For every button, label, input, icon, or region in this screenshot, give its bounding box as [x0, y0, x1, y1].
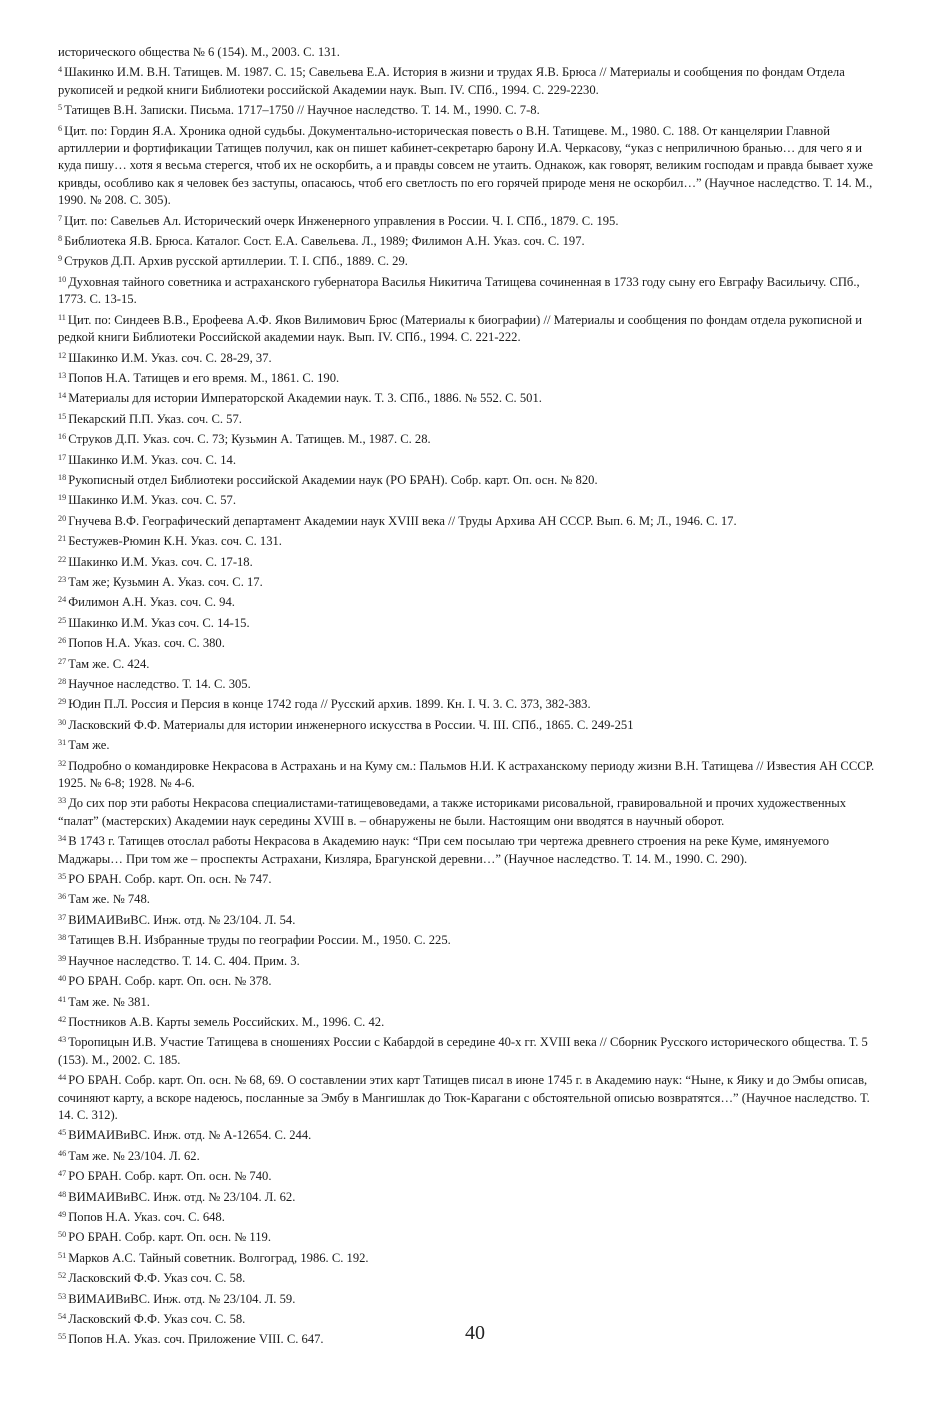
footnote-text: Там же. № 748. — [68, 892, 150, 907]
page-number: 40 — [465, 1322, 485, 1344]
footnote-number: 53 — [58, 1291, 67, 1301]
footnote-43 — [58, 1031, 878, 1069]
footnote-text: Юдин П.Л. Россия и Персия в конце 1742 года // Русский архив. 1899. Кн. I. Ч. 3. С. 373, 382-383. — [68, 697, 591, 712]
footnote-text: Шакинко И.М. Указ соч. С. 14-15. — [68, 615, 250, 630]
footnote-text: Научное наследство. Т. 14. С. 305. — [68, 677, 251, 691]
footnote-number: 27 — [58, 656, 67, 666]
footnote-9 — [58, 250, 878, 270]
footnote-number: 49 — [58, 1209, 67, 1219]
footnote-49 — [58, 1206, 878, 1226]
footnote-number: 42 — [58, 1014, 67, 1024]
footnote-number: 9 — [58, 254, 63, 264]
footnote-number: 54 — [58, 1312, 67, 1321]
footnote-number: 5 — [58, 103, 63, 113]
footnote-42 — [58, 1011, 878, 1031]
footnote-number: 24 — [58, 595, 67, 605]
footnote-45 — [58, 1124, 878, 1144]
footnote-text: Библиотека Я.В. Брюса. Каталог. Сост. Е.А. Савельева. Л., 1989; Филимон А.Н. Указ. соч. С. 197. — [64, 234, 585, 249]
footnote-text: Струков Д.П. Архив русской артиллерии. Т. I. СПб., 1889. С. 29. — [64, 254, 408, 269]
footnote-21 — [58, 530, 878, 550]
footnote-number: 31 — [58, 738, 67, 748]
footnote-14 — [58, 387, 878, 407]
footnote-number: 46 — [58, 1148, 67, 1158]
footnote-number: 34 — [58, 834, 67, 844]
footnote-13 — [58, 367, 878, 387]
footnote-10 — [58, 271, 878, 309]
footnote-30 — [58, 714, 878, 734]
footnote-26 — [58, 632, 878, 652]
footnote-40 — [58, 970, 878, 990]
footnote-number: 23 — [58, 574, 67, 584]
footnote-text: РО БРАН. Собр. карт. Оп. осн. № 740. — [68, 1169, 272, 1184]
footnote-41 — [58, 991, 878, 1011]
footnote-text: Ласковский Ф.Ф. Указ соч. С. 58. — [68, 1271, 246, 1286]
footnote-text: Цит. по: Гордин Я.А. Хроника одной судьбы. Документально-историческая повесть о В.Н. Татищеве. М., 1980. С. 188. От канцелярии Главной артиллерии и фортификации Татищев получил, как он пишет кабинет-секретарю барону И.А. Черкасову, “указ с неприличною бранью… для чего я и куда пишу… хотя я весьма стерегся, чтоб их не оскорбить, а и правды совсем не утаить. Однакож, как говорят, великим господам и правда бывает хуже кривды, особливо как я человек без заступы, опасаюсь, чтоб его светлость по его горячей природе меня не оскорбил…” (Научное наследство. Т. 14. М., 1990. № 208. С. 305). — [58, 123, 873, 208]
footnote-text: Попов Н.А. Указ. соч. Приложение VIII. С. 647. — [68, 1332, 324, 1347]
footnote-29 — [58, 693, 878, 713]
footnote-number: 32 — [58, 758, 67, 768]
footnote-text: Цит. по: Савельев Ал. Исторический очерк Инженерного управления в России. Ч. I. СПб., 1879. С. 195. — [64, 213, 619, 228]
footnote-text: Попов Н.А. Указ. соч. С. 380. — [68, 636, 225, 651]
footnote-number: 33 — [58, 796, 67, 806]
footnote-text: Научное наследство. Т. 14. С. 404. Прим. 3. — [68, 953, 300, 968]
footnote-text: ВИМАИВиВС. Инж. отд. № А-12654. С. 244. — [68, 1128, 312, 1143]
footnote-31 — [58, 734, 878, 754]
footnote-47 — [58, 1165, 878, 1185]
footnote-number: 15 — [58, 411, 67, 421]
footnote-46 — [58, 1145, 878, 1165]
footnote-number: 45 — [58, 1128, 67, 1138]
footnote-20 — [58, 510, 878, 530]
footnote-8 — [58, 230, 878, 250]
footnote-text: Бестужев-Рюмин К.Н. Указ. соч. С. 131. — [68, 534, 282, 549]
footnote-text: Постников А.В. Карты земель Российских. М., 1996. С. 42. — [68, 1014, 385, 1029]
footnote-number: 22 — [58, 554, 67, 564]
footnote-text: Духовная тайного советника и астраханского губернатора Василья Никитича Татищева сочиненная в 1733 году сыну его Евграфу Васильичу. СПб., 1773. С. 13-15. — [58, 274, 860, 307]
footnote-text: ВИМАИВиВС. Инж. отд. № 23/104. Л. 54. — [68, 912, 296, 927]
footnote-text: Там же; Кузьмин А. Указ. соч. С. 17. — [68, 574, 263, 589]
footnote-number: 50 — [58, 1230, 67, 1240]
footnote-16 — [58, 428, 878, 448]
footnote-text: Татищев В.Н. Избранные труды по географии России. М., 1950. С. 225. — [68, 933, 451, 948]
footnotes-page — [58, 44, 878, 1349]
footnote-50 — [58, 1226, 878, 1246]
footnote-number: 26 — [58, 636, 67, 646]
footnote-text: Шакинко И.М. Указ. соч. С. 14. — [68, 452, 236, 467]
footnote-52 — [58, 1267, 878, 1287]
footnote-number: 12 — [58, 350, 67, 360]
footnote-text: Там же. № 23/104. Л. 62. — [68, 1148, 200, 1163]
footnote-22 — [58, 551, 878, 571]
footnote-35 — [58, 868, 878, 888]
footnote-number: 41 — [58, 994, 67, 1004]
footnote-text: Рукописный отдел Библиотеки российской Академии наук (РО БРАН). Собр. карт. Оп. осн. № 820. — [68, 472, 598, 487]
footnote-12 — [58, 347, 878, 367]
footnote-number: 21 — [58, 534, 67, 544]
footnote-number: 11 — [58, 312, 66, 322]
footnote-number: 17 — [58, 452, 67, 462]
footnote-text: Торопицын И.В. Участие Татищева в сношениях России с Кабардой в середине 40-х гг. XVIII века // Сборник Русского исторического общества. Т. 5 (153). М., 2002. С. 185. — [58, 1035, 868, 1067]
footnote-text: РО БРАН. Собр. карт. Оп. осн. № 68, 69. О составлении этих карт Татищев писал в июне 1745 г. в Академию наук: “Ныне, к Яику и до Эмбы описав, сочиняют карту, а вскоре надеюсь, посланные за Эмбу в Мангишлак до Тюк-Карагани с обстоятельной описью возвратятся…” (Научное наследство. Т. 14. С. 312). — [58, 1073, 870, 1122]
footnote-text: ВИМАИВиВС. Инж. отд. № 23/104. Л. 59. — [68, 1291, 296, 1306]
footnote-18 — [58, 469, 878, 489]
footnote-5 — [58, 99, 878, 119]
footnote-4 — [58, 61, 878, 99]
footnote-number: 28 — [58, 677, 67, 686]
footnote-text: РО БРАН. Собр. карт. Оп. осн. № 119. — [68, 1230, 272, 1245]
footnote-53 — [58, 1288, 878, 1308]
footnote-number: 48 — [58, 1189, 67, 1199]
footnote-number: 7 — [58, 213, 63, 223]
footnote-number: 10 — [58, 274, 67, 284]
footnote-text: Пекарский П.П. Указ. соч. С. 57. — [68, 411, 242, 426]
footnote-number: 8 — [58, 234, 63, 244]
footnote-44 — [58, 1069, 878, 1124]
footnote-text: Попов Н.А. Татищев и его время. М., 1861. С. 190. — [68, 370, 340, 385]
footnote-15 — [58, 408, 878, 428]
footnote-text: До сих пор эти работы Некрасова специалистами-татищевоведами, а также историками рисовальной, гравировальной и прочих художественных “палат” (мастерских) Академии наук середины XVIII в. – обнаружены не были. Настоящим они вводятся в научный оборот. — [58, 796, 847, 828]
footnote-number: 35 — [58, 872, 67, 882]
footnote-number: 13 — [58, 370, 67, 380]
footnote-text: Филимон А.Н. Указ. соч. С. 94. — [68, 595, 235, 610]
footnote-6 — [58, 120, 878, 210]
footnote-text: Шакинко И.М. Указ. соч. С. 57. — [68, 493, 236, 508]
footnote-text: Там же. С. 424. — [68, 656, 150, 671]
footnote-text: Цит. по: Синдеев В.В., Ерофеева А.Ф. Яков Вилимович Брюс (Материалы к биографии) // Материалы и сообщения по фондам отдела рукописной и редкой книги Библиотеки Российской академии наук. Вып. IV. СПб., 1994. С. 221-222. — [58, 312, 862, 345]
footnote-text: Ласковский Ф.Ф. Материалы для истории инженерного искусства в России. Ч. III. СПб., 1865. С. 249-251 — [68, 717, 634, 732]
footnote-text: РО БРАН. Собр. карт. Оп. осн. № 747. — [68, 872, 272, 887]
footnote-continuation — [58, 44, 878, 61]
footnote-text: Ласковский Ф.Ф. Указ соч. С. 58. — [68, 1312, 246, 1326]
footnote-number: 36 — [58, 892, 67, 902]
footnote-32 — [58, 755, 878, 793]
footnote-number: 29 — [58, 697, 67, 707]
footnote-text: Шакинко И.М. Указ. соч. С. 28-29, 37. — [68, 350, 272, 365]
footnote-text: Материалы для истории Императорской Академии наук. Т. 3. СПб., 1886. № 552. С. 501. — [68, 391, 542, 406]
footnote-number: 19 — [58, 493, 67, 503]
footnote-51 — [58, 1247, 878, 1267]
footnote-number: 55 — [58, 1332, 67, 1342]
footnote-number: 25 — [58, 615, 67, 625]
footnote-33 — [58, 792, 878, 830]
footnote-38 — [58, 929, 878, 949]
footnote-text: ВИМАИВиВС. Инж. отд. № 23/104. Л. 62. — [68, 1189, 296, 1204]
footnote-text: Попов Н.А. Указ. соч. С. 648. — [68, 1209, 225, 1224]
footnote-text: В 1743 г. Татищев отослал работы Некрасова в Академию наук: “При сем посылаю три чертежа древнего строения на реке Куме, имянуемого Маджары… При том же – проспекты Астрахани, Кизляра, Брагунской деревни…” (Научное наследство. Т. 14. М., 1990. С. 290). — [58, 834, 830, 866]
footnote-number: 16 — [58, 432, 67, 442]
footnote-11 — [58, 309, 878, 347]
footnote-text: Подробно о командировке Некрасова в Астрахань и на Куму см.: Пальмов Н.И. К астраханскому периоду жизни В.Н. Татищева // Известия АН СССР. 1925. № 6-8; 1928. № 4-6. — [58, 758, 875, 791]
footnote-number: 39 — [58, 953, 67, 963]
footnotes-list — [58, 44, 878, 1349]
footnote-text: Марков А.С. Тайный советник. Волгоград, 1986. С. 192. — [68, 1250, 369, 1265]
footnote-number: 38 — [58, 933, 67, 943]
footnote-number: 51 — [58, 1250, 67, 1260]
footnote-text: Там же. № 381. — [68, 994, 150, 1009]
footnote-number: 44 — [58, 1073, 67, 1083]
footnote-text: Струков Д.П. Указ. соч. С. 73; Кузьмин А. Татищев. М., 1987. С. 28. — [68, 432, 431, 447]
footnote-text: Шакинко И.М. Указ. соч. С. 17-18. — [68, 554, 253, 569]
footnote-text: Гнучева В.Ф. Географический департамент Академии наук XVIII века // Труды Архива АН СССР. Вып. 6. М; Л., 1946. С. 17. — [68, 513, 737, 528]
footnote-text: РО БРАН. Собр. карт. Оп. осн. № 378. — [68, 974, 272, 989]
footnote-number: 18 — [58, 472, 67, 482]
footnote-number: 52 — [58, 1271, 67, 1281]
footnote-number: 14 — [58, 391, 67, 401]
footnote-36 — [58, 888, 878, 908]
footnote-number: 30 — [58, 717, 67, 727]
footnote-27 — [58, 653, 878, 673]
footnote-number: 6 — [58, 123, 63, 133]
footnote-37 — [58, 909, 878, 929]
footnote-7 — [58, 210, 878, 230]
footnote-text: Шакинко И.М. В.Н. Татищев. М. 1987. С. 15; Савельева Е.А. История в жизни и трудах Я.В. Брюса // Материалы и сообщения по фондам Отдела рукописей и редкой книги Библиотеки российской Академии наук. Вып. IV. СПб., 1994. С. 229-2230. — [58, 65, 845, 97]
footnote-19 — [58, 489, 878, 509]
footnote-23 — [58, 571, 878, 591]
footnote-34 — [58, 830, 878, 868]
footnote-number: 43 — [58, 1035, 67, 1045]
footnote-number: 20 — [58, 513, 67, 523]
footnote-number: 40 — [58, 974, 67, 984]
footnote-48 — [58, 1186, 878, 1206]
footnote-39 — [58, 950, 878, 970]
footnote-text: исторического общества № 6 (154). М., 2003. С. 131. — [58, 45, 340, 59]
footnote-text: Татищев В.Н. Записки. Письма. 1717–1750 // Научное наследство. Т. 14. М., 1990. С. 7-8. — [64, 103, 540, 118]
footnote-28 — [58, 673, 878, 693]
footnote-number: 4 — [58, 65, 63, 75]
footnote-25 — [58, 612, 878, 632]
footnote-17 — [58, 449, 878, 469]
footnote-24 — [58, 591, 878, 611]
footnote-number: 47 — [58, 1169, 67, 1179]
footnote-number: 37 — [58, 912, 67, 922]
footnote-text: Там же. — [68, 738, 110, 753]
